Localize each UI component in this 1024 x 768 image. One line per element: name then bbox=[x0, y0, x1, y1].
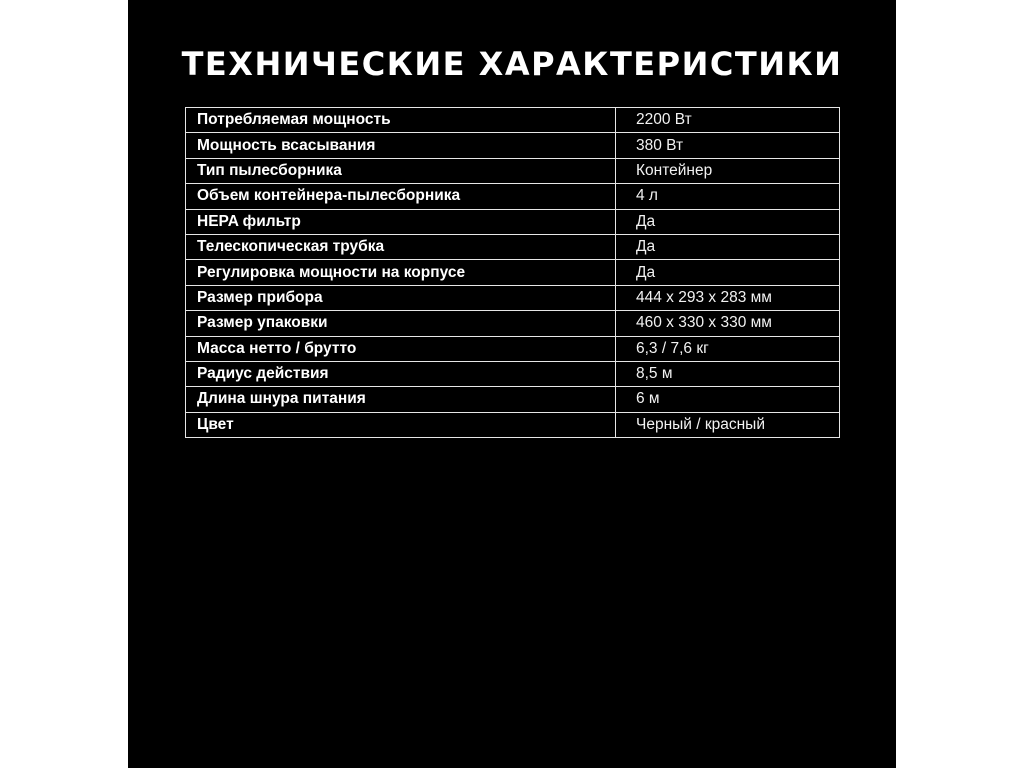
spec-label: Масса нетто / брутто bbox=[186, 336, 616, 361]
spec-value: 460 х 330 х 330 мм bbox=[616, 311, 840, 336]
table-row bbox=[186, 387, 840, 412]
spec-label: Потребляемая мощность bbox=[186, 108, 616, 133]
specs-table bbox=[185, 107, 840, 438]
table-row bbox=[186, 209, 840, 234]
table-row bbox=[186, 412, 840, 437]
table-row bbox=[186, 108, 840, 133]
spec-sheet bbox=[128, 0, 896, 768]
spec-label: Размер прибора bbox=[186, 285, 616, 310]
spec-value: Черный / красный bbox=[616, 412, 840, 437]
spec-value: 4 л bbox=[616, 184, 840, 209]
page-title: ТЕХНИЧЕСКИЕ ХАРАКТЕРИСТИКИ bbox=[181, 45, 843, 83]
spec-value: Да bbox=[616, 260, 840, 285]
spec-label: HEPA фильтр bbox=[186, 209, 616, 234]
table-row bbox=[186, 311, 840, 336]
spec-value: Контейнер bbox=[616, 158, 840, 183]
table-row bbox=[186, 133, 840, 158]
spec-value: 6 м bbox=[616, 387, 840, 412]
table-row bbox=[186, 184, 840, 209]
spec-value: 2200 Вт bbox=[616, 108, 840, 133]
spec-label: Телескопическая трубка bbox=[186, 234, 616, 259]
spec-value: Да bbox=[616, 234, 840, 259]
spec-label: Цвет bbox=[186, 412, 616, 437]
spec-label: Тип пылесборника bbox=[186, 158, 616, 183]
spec-value: 8,5 м bbox=[616, 361, 840, 386]
table-row bbox=[186, 234, 840, 259]
table-row bbox=[186, 361, 840, 386]
spec-value: Да bbox=[616, 209, 840, 234]
spec-label: Объем контейнера-пылесборника bbox=[186, 184, 616, 209]
spec-label: Размер упаковки bbox=[186, 311, 616, 336]
table-row bbox=[186, 158, 840, 183]
table-row bbox=[186, 336, 840, 361]
spec-value: 380 Вт bbox=[616, 133, 840, 158]
spec-value: 6,3 / 7,6 кг bbox=[616, 336, 840, 361]
table-row bbox=[186, 260, 840, 285]
spec-value: 444 х 293 х 283 мм bbox=[616, 285, 840, 310]
spec-label: Регулировка мощности на корпусе bbox=[186, 260, 616, 285]
spec-label: Радиус действия bbox=[186, 361, 616, 386]
table-row bbox=[186, 285, 840, 310]
spec-label: Мощность всасывания bbox=[186, 133, 616, 158]
spec-label: Длина шнура питания bbox=[186, 387, 616, 412]
